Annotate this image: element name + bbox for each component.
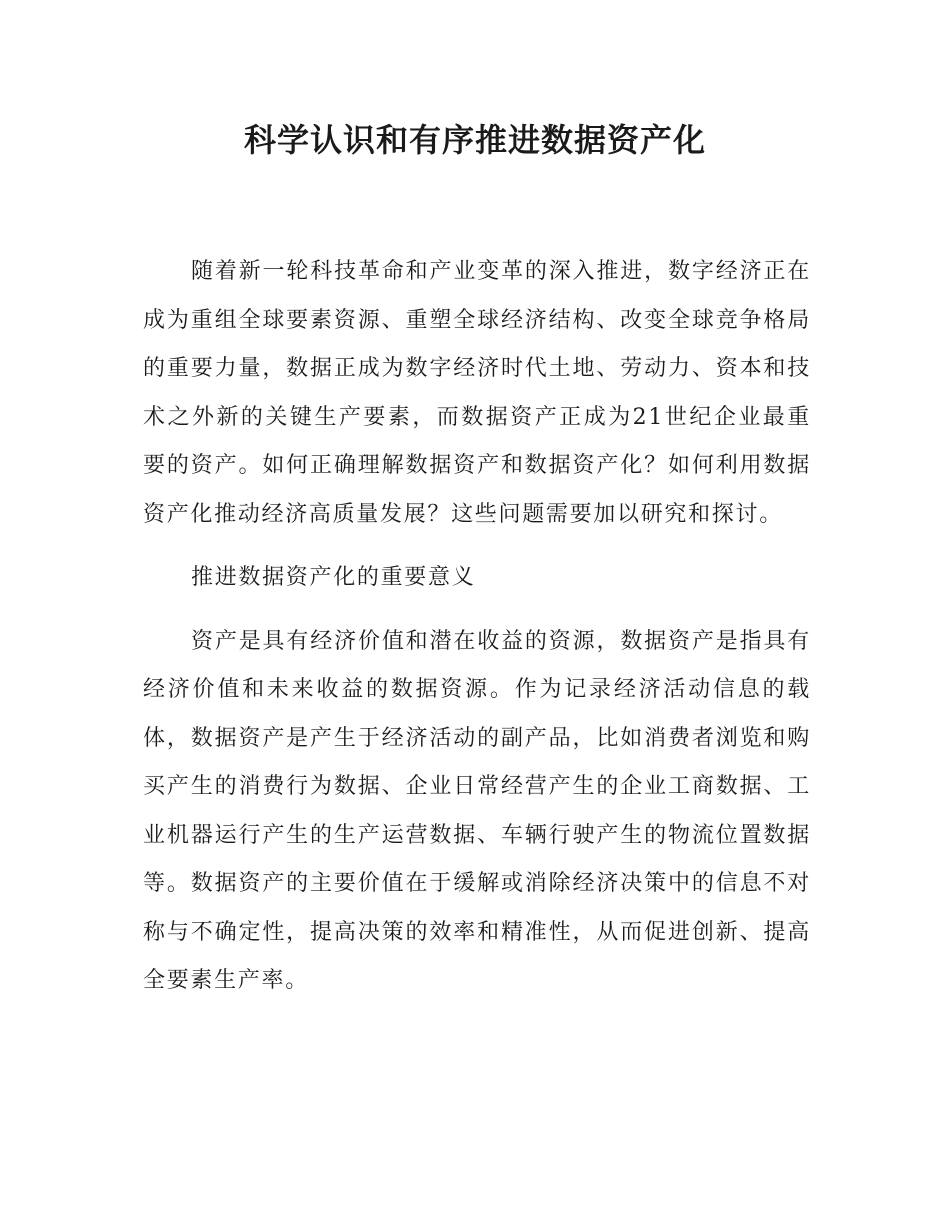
document-body	[143, 248, 811, 1006]
section-heading: 推进数据资产化的重要意义	[191, 565, 476, 590]
document-title: 科学认识和有序推进数据资产化	[243, 121, 706, 159]
paragraph-data-assets: 资产是具有经济价值和潜在收益的资源，数据资产是指具有经济价值和未来收益的数据资源。作为记录经济活动信息的载体，数据资产是产生于经济活动的副产品，比如消费者浏览和购买产生的消费行为数据、企业日常经营产生的企业工商数据、工业机器运行产生的生产运营数据、车辆行驶产生的物流位置数据等。数据资产的主要价值在于缓解或消除经济决策中的信息不对称与不确定性，提高决策的效率和精准性，从而促进创新、提高全要素生产率。	[143, 628, 811, 993]
paragraph-intro: 随着新一轮科技革命和产业变革的深入推进，数字经济正在成为重组全球要素资源、重塑全球经济结构、改变全球竞争格局的重要力量，数据正成为数字经济时代土地、劳动力、资本和技术之外新的关键生产要素，而数据资产正成为21世纪企业最重要的资产。如何正确理解数据资产和数据资产化？如何利用数据资产化推动经济高质量发展？这些问题需要加以研究和探讨。	[143, 259, 811, 527]
